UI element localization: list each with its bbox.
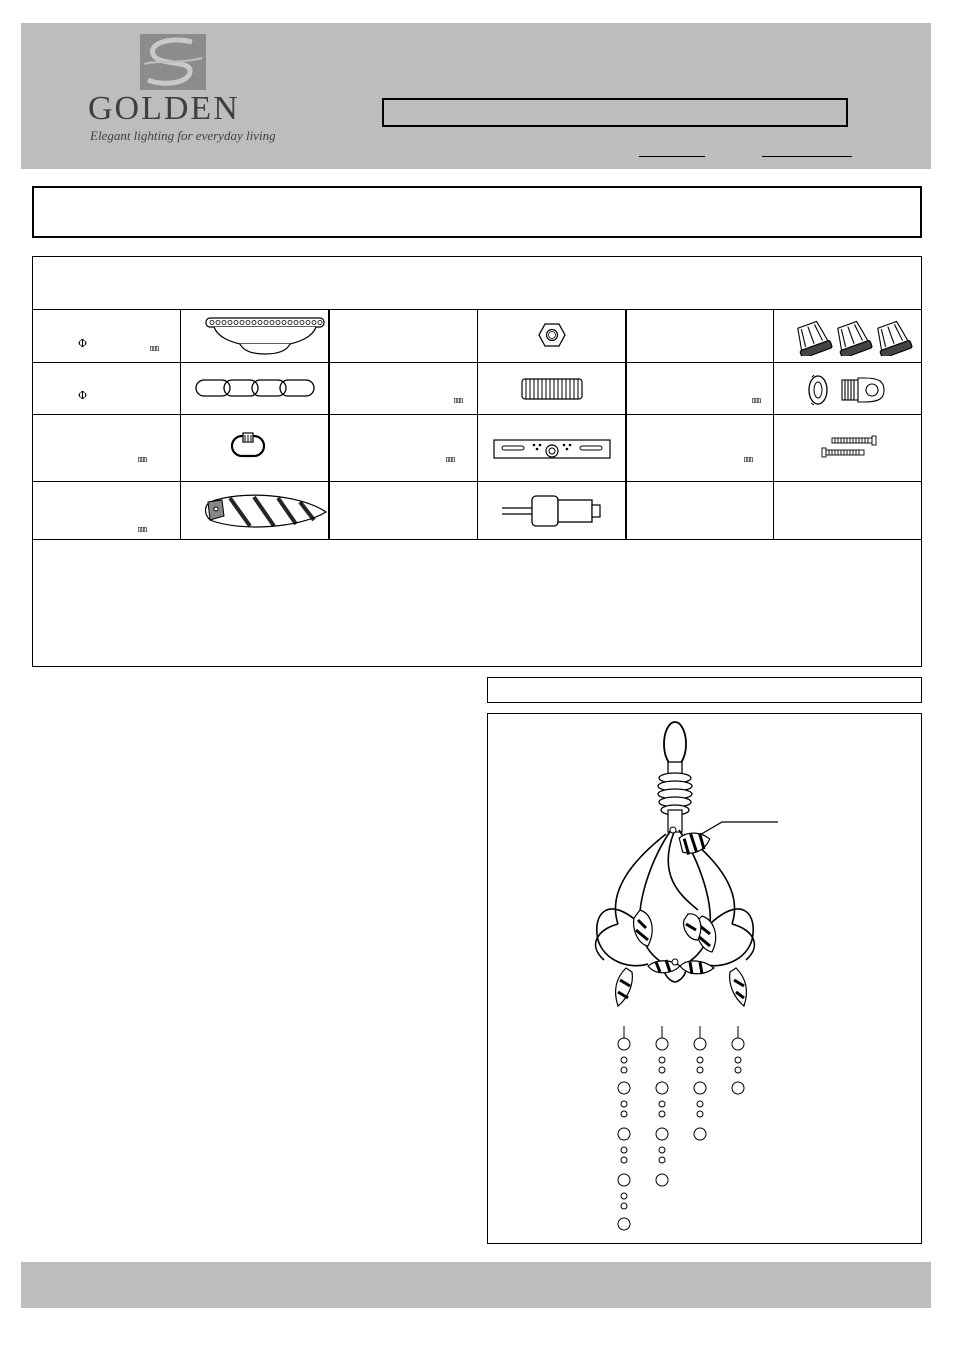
screws-icon xyxy=(820,434,880,460)
crystal-leaf-icon xyxy=(200,492,330,532)
unit-mm: ㎜ xyxy=(138,525,148,535)
diameter-symbol: Φ xyxy=(78,389,88,402)
quick-link-icon xyxy=(230,432,266,460)
lock-ring-loop-icon xyxy=(804,373,890,407)
diameter-symbol: Φ xyxy=(78,337,88,350)
unit-mm: ㎜ xyxy=(752,396,762,406)
table-column-divider xyxy=(773,310,774,540)
product-title-box xyxy=(382,98,848,127)
assembly-diagram xyxy=(487,713,922,1244)
table-column-divider xyxy=(625,310,627,540)
unit-mm: ㎜ xyxy=(454,396,464,406)
table-column-divider xyxy=(477,310,478,540)
unit-mm: ㎜ xyxy=(150,344,160,354)
wire-connectors-icon xyxy=(792,318,922,356)
logo-icon xyxy=(140,34,206,90)
socket-icon xyxy=(500,492,604,530)
step-title-box xyxy=(487,677,922,703)
table-column-divider xyxy=(180,310,181,540)
date-underline xyxy=(639,156,705,157)
footer-band xyxy=(21,1262,931,1308)
chain-icon xyxy=(194,376,316,400)
unit-mm: ㎜ xyxy=(138,455,148,465)
nut-icon xyxy=(538,322,566,348)
page-underline xyxy=(762,156,852,157)
notice-box xyxy=(32,186,922,238)
canopy-icon xyxy=(200,314,330,360)
crossbar-icon xyxy=(492,434,612,464)
brand-tagline: Elegant lighting for everyday living xyxy=(90,128,276,143)
unit-mm: ㎜ xyxy=(446,455,456,465)
unit-mm: ㎜ xyxy=(744,455,754,465)
threaded-nipple-icon xyxy=(520,376,584,402)
brand-name: GOLDEN xyxy=(88,90,240,127)
